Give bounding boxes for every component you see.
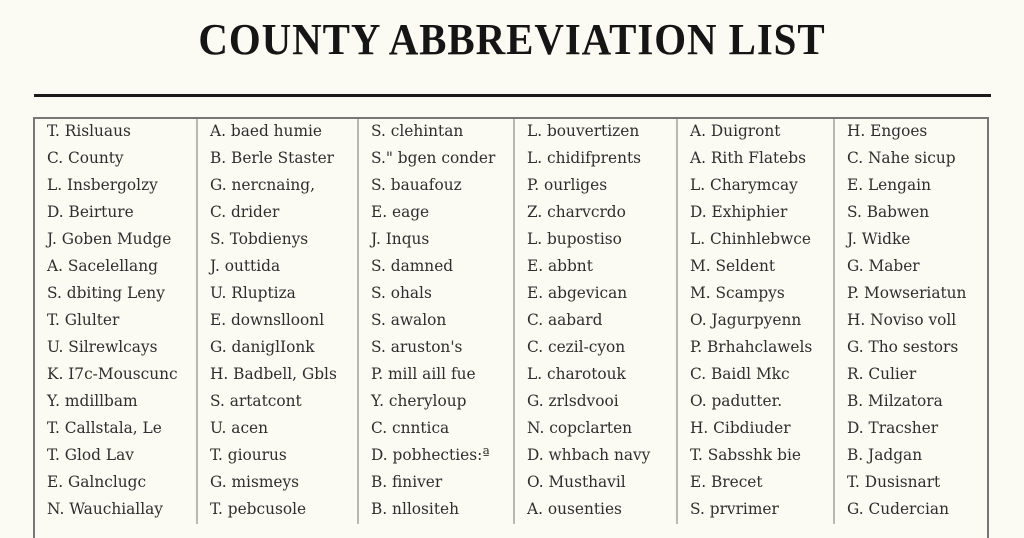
list-item: N. Wauchiallay	[47, 499, 163, 518]
list-item: C. Nahe sicup	[847, 148, 956, 167]
list-item: M. Seldent	[690, 256, 776, 275]
list-item: T. giourus	[210, 445, 287, 464]
list-item: S. Babwen	[847, 202, 930, 221]
list-item: S. bauafouz	[371, 175, 462, 194]
list-item: P. Brhahclawels	[690, 337, 813, 356]
list-item: E. downslloonl	[210, 310, 325, 329]
list-item: B. Milzatora	[847, 391, 943, 410]
list-item: D. Tracsher	[847, 418, 939, 437]
list-item: C. County	[47, 148, 124, 167]
list-item: C. cezil-cyon	[527, 337, 626, 356]
list-item: S. dbiting Leny	[47, 283, 165, 302]
list-item: A. Duigront	[690, 121, 781, 140]
list-item: G. daniglIonk	[210, 337, 315, 356]
column-4	[515, 119, 676, 538]
list-item: A. baed humie	[210, 121, 323, 140]
list-item: A. Sacelellang	[47, 256, 158, 275]
list-item: L. bupostiso	[527, 229, 622, 248]
list-item: S. prvrimer	[690, 499, 779, 518]
list-item: T. Callstala, Le	[47, 418, 162, 437]
list-item: A. Rith Flatebs	[690, 148, 806, 167]
list-item: Y. mdillbam	[47, 391, 138, 410]
list-item: B. finiver	[371, 472, 443, 491]
column-5	[678, 119, 833, 538]
list-item: T. Sabsshk bie	[690, 445, 801, 464]
column-2	[198, 119, 357, 538]
list-item: C. aabard	[527, 310, 603, 329]
list-item: S. awalon	[371, 310, 447, 329]
list-item: S. Tobdienys	[210, 229, 309, 248]
list-item: B. Berle Staster	[210, 148, 335, 167]
list-item: E. Galnclugc	[47, 472, 147, 491]
list-item: S." bgen conder	[371, 148, 496, 167]
abbreviation-table	[33, 117, 989, 538]
list-item: K. I7c-Mouscunc	[47, 364, 178, 383]
list-item: C. drider	[210, 202, 280, 221]
list-item: T. pebcusole	[210, 499, 307, 518]
list-item: S. clehintan	[371, 121, 464, 140]
list-item: D. Beirture	[47, 202, 134, 221]
list-item: U. Silrewlcays	[47, 337, 158, 356]
list-item: O. Jagurpyenn	[690, 310, 802, 329]
list-item: H. Noviso voll	[847, 310, 957, 329]
list-item: E. Lengain	[847, 175, 931, 194]
list-item: E. abbnt	[527, 256, 593, 275]
list-item: G. nercnaing,	[210, 175, 315, 194]
list-item: G. mismeys	[210, 472, 300, 491]
list-item: Z. charvcrdo	[527, 202, 626, 221]
list-item: G. Cudercian	[847, 499, 949, 518]
list-item: R. Culier	[847, 364, 917, 383]
list-item: T. Dusisnart	[847, 472, 941, 491]
list-item: T. Glod Lav	[47, 445, 134, 464]
list-item: P. Mowseriatun	[847, 283, 967, 302]
list-item: S. aruston's	[371, 337, 463, 356]
list-item: J. Widke	[847, 229, 911, 248]
column-3	[359, 119, 513, 538]
list-item: E. eage	[371, 202, 430, 221]
list-item: B. Jadgan	[847, 445, 923, 464]
list-item: Y. cheryloup	[371, 391, 467, 410]
list-item: S. ohals	[371, 283, 432, 302]
list-item: C. cnntica	[371, 418, 450, 437]
list-item: L. bouvertizen	[527, 121, 640, 140]
list-item: H. Engoes	[847, 121, 928, 140]
list-item: J. Goben Mudge	[47, 229, 172, 248]
list-item: U. Rluptiza	[210, 283, 296, 302]
list-item: G. Tho sestors	[847, 337, 959, 356]
list-item: G. zrlsdvooi	[527, 391, 619, 410]
list-item: P. ourliges	[527, 175, 608, 194]
list-item: E. Brecet	[690, 472, 763, 491]
column-6	[835, 119, 989, 538]
list-item: L. Charymcay	[690, 175, 798, 194]
list-item: P. mill aill fue	[371, 364, 476, 383]
list-item: U. acen	[210, 418, 269, 437]
list-item: S. artatcont	[210, 391, 302, 410]
list-item: L. chidifprents	[527, 148, 642, 167]
list-item: G. Maber	[847, 256, 920, 275]
list-item: L. charotouk	[527, 364, 626, 383]
list-item: H. Badbell, Gbls	[210, 364, 337, 383]
title-rule	[34, 94, 991, 97]
list-item: O. Musthavil	[527, 472, 626, 491]
list-item: J. outtida	[210, 256, 281, 275]
list-item: T. Glulter	[47, 310, 120, 329]
page-title: COUNTY ABBREVIATION LIST	[198, 15, 826, 64]
list-item: C. Baidl Mkc	[690, 364, 790, 383]
list-item: O. padutter.	[690, 391, 783, 410]
list-item: D. pobhecties:ª	[371, 445, 490, 464]
list-item: M. Scampys	[690, 283, 785, 302]
list-item: D. whbach navy	[527, 445, 651, 464]
list-item: L. Chinhlebwce	[690, 229, 811, 248]
list-item: H. Cibdiuder	[690, 418, 791, 437]
column-1	[35, 119, 196, 538]
list-item: D. Exhiphier	[690, 202, 788, 221]
list-item: T. Risluaus	[47, 121, 131, 140]
list-item: B. nllositeh	[371, 499, 459, 518]
list-item: E. abgevican	[527, 283, 628, 302]
list-item: A. ousenties	[527, 499, 622, 518]
list-item: N. copclarten	[527, 418, 633, 437]
list-item: L. Insbergolzy	[47, 175, 158, 194]
list-item: S. damned	[371, 256, 454, 275]
list-item: J. Inqus	[371, 229, 430, 248]
